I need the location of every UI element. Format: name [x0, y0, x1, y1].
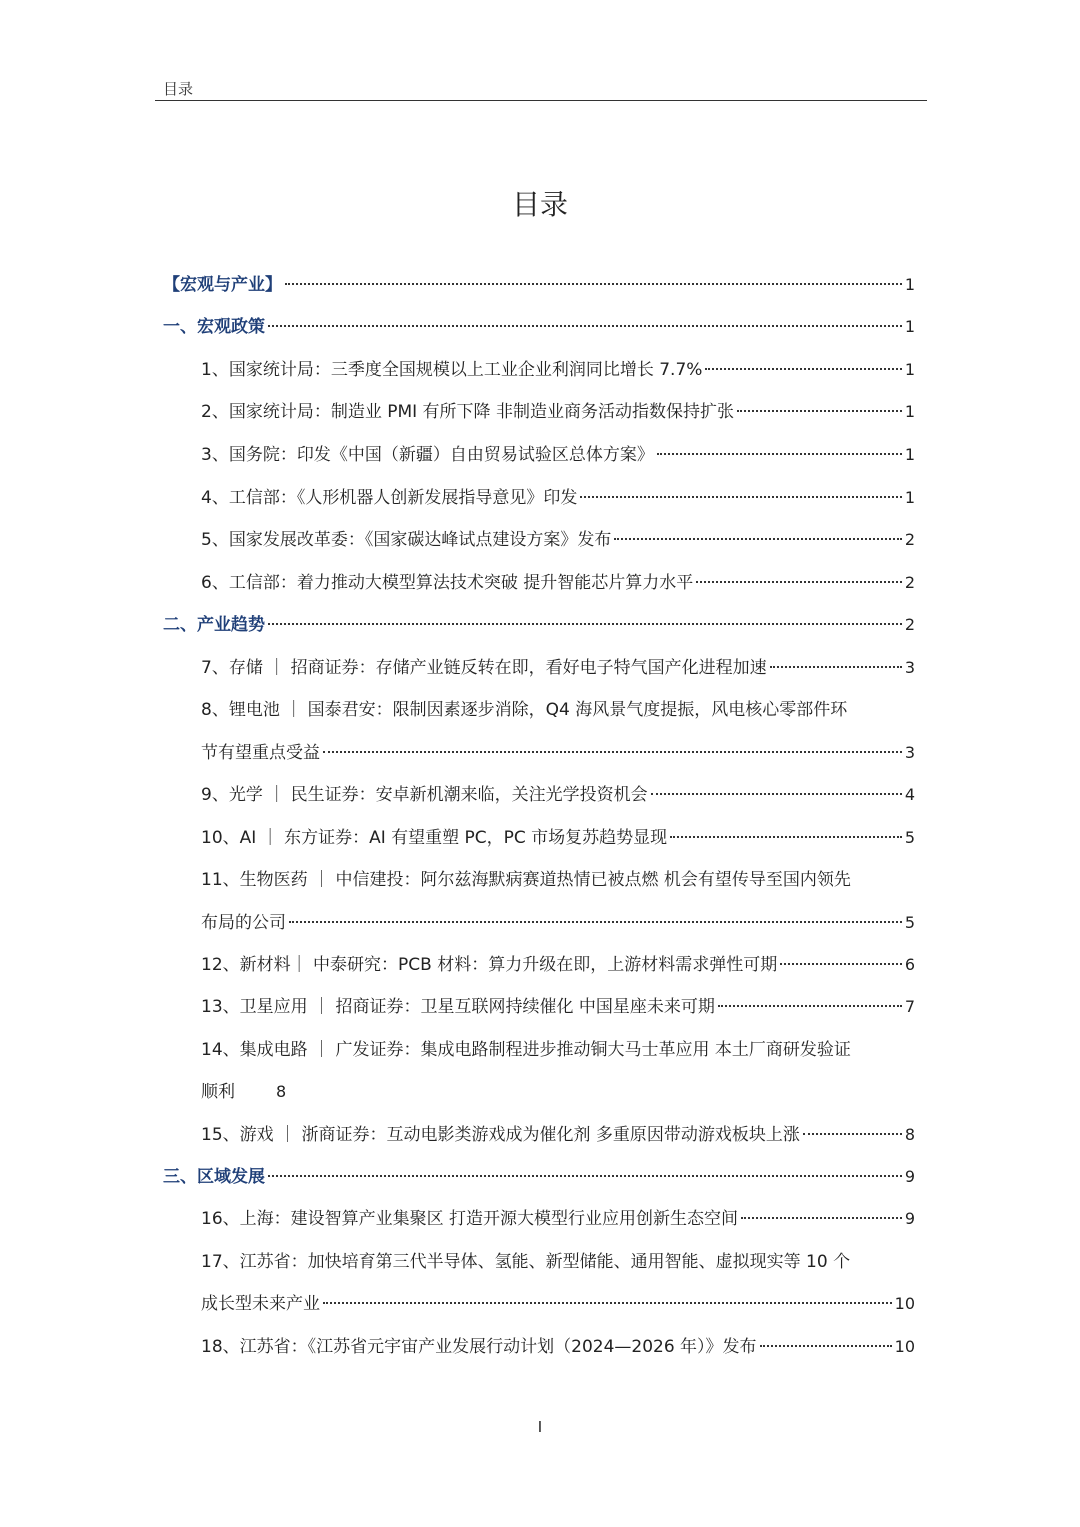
toc-entry-17-line1[interactable]: 17、江苏省：加快培育第三代半导体、氢能、新型储能、通用智能、虚拟现实等 10 个 — [201, 1252, 851, 1272]
toc-entry-11[interactable] — [201, 911, 915, 935]
toc-leader — [323, 751, 902, 753]
toc-page: 9 — [904, 1209, 915, 1228]
toc-entry-14-page: 8 — [276, 1082, 287, 1101]
toc-label: 成长型未来产业 — [201, 1294, 320, 1314]
toc-label: 16、上海：建设智算产业集聚区 打造开源大模型行业应用创新生态空间 — [201, 1209, 739, 1229]
toc-entry-6[interactable] — [201, 571, 915, 595]
toc-leader — [285, 283, 902, 285]
toc-entry-15[interactable] — [201, 1123, 915, 1147]
toc-label: 一、宏观政策 — [163, 317, 265, 337]
toc-entry-18[interactable] — [201, 1335, 915, 1359]
toc-label: 7、存储 ｜ 招商证券：存储产业链反转在即，看好电子特气国产化进程加速 — [201, 658, 767, 678]
toc-page: 1 — [904, 275, 915, 294]
toc-page: 3 — [904, 743, 915, 762]
toc-entry-17[interactable] — [201, 1292, 915, 1316]
toc-entry-8[interactable] — [201, 741, 915, 765]
toc-leader — [657, 453, 902, 455]
toc-label: 2、国家统计局：制造业 PMI 有所下降 非制造业商务活动指数保持扩张 — [201, 402, 734, 422]
toc-label: 12、新材料｜ 中泰研究：PCB 材料：算力升级在即，上游材料需求弹性可期 — [201, 955, 778, 975]
toc-entry-11-line1[interactable]: 11、生物医药 ｜ 中信建投：阿尔兹海默病赛道热情已被点燃 机会有望传导至国内领先 — [201, 870, 851, 890]
running-header: 目录 — [163, 80, 194, 98]
toc-label: 1、国家统计局：三季度全国规模以上工业企业利润同比增长 7.7% — [201, 360, 703, 380]
toc-label: 3、国务院：印发《中国（新疆）自由贸易试验区总体方案》 — [201, 445, 654, 465]
toc-page: 8 — [904, 1125, 915, 1144]
page-title: 目录 — [511, 188, 568, 221]
toc-page: 2 — [904, 530, 915, 549]
toc-page: 2 — [904, 573, 915, 592]
toc-page: 5 — [904, 828, 915, 847]
toc-label: 二、产业趋势 — [163, 615, 265, 635]
toc-entry-16[interactable] — [201, 1207, 915, 1231]
toc-leader — [268, 1175, 902, 1177]
toc-page: 4 — [904, 785, 915, 804]
toc-page: 1 — [904, 360, 915, 379]
toc-page: 1 — [904, 317, 915, 336]
toc-label: 三、区域发展 — [163, 1167, 265, 1187]
toc-entry-3[interactable] — [201, 443, 915, 467]
toc-entry-7[interactable] — [201, 656, 915, 680]
toc-leader — [696, 581, 902, 583]
toc-page: 10 — [894, 1337, 915, 1356]
toc-leader — [670, 836, 902, 838]
toc-page: 7 — [904, 997, 915, 1016]
toc-section-macro-industry[interactable] — [163, 273, 915, 297]
toc-page: 5 — [904, 913, 915, 932]
toc-label: 布局的公司 — [201, 913, 286, 933]
toc-page: 2 — [904, 615, 915, 634]
toc-leader — [718, 1005, 902, 1007]
toc-leader — [268, 623, 902, 625]
toc-label: 13、卫星应用 ｜ 招商证券：卫星互联网持续催化 中国星座未来可期 — [201, 997, 715, 1017]
toc-entry-1[interactable] — [201, 358, 915, 382]
toc-leader — [741, 1217, 902, 1219]
toc-leader — [760, 1345, 892, 1347]
toc-page: 10 — [894, 1294, 915, 1313]
toc-leader — [705, 368, 901, 370]
toc-entry-14-line2[interactable]: 顺利 — [201, 1082, 235, 1102]
toc-leader — [770, 666, 902, 668]
toc-entry-13[interactable] — [201, 995, 915, 1019]
toc-entry-2[interactable] — [201, 400, 915, 424]
toc-leader — [651, 793, 902, 795]
toc-entry-5[interactable] — [201, 528, 915, 552]
toc-leader — [323, 1302, 892, 1304]
page-number: I — [537, 1418, 543, 1436]
toc-label: 节有望重点受益 — [201, 743, 320, 763]
toc-entry-12[interactable] — [201, 953, 915, 977]
toc-leader — [614, 538, 901, 540]
toc-entry-14-line1[interactable]: 14、集成电路 ｜ 广发证券：集成电路制程进步推动铜大马士革应用 本土厂商研发验证 — [201, 1040, 851, 1060]
toc-label: 15、游戏 ｜ 浙商证券：互动电影类游戏成为催化剂 多重原因带动游戏板块上涨 — [201, 1125, 800, 1145]
toc-page: 3 — [904, 658, 915, 677]
toc-label: 5、国家发展改革委：《国家碳达峰试点建设方案》发布 — [201, 530, 612, 550]
toc-leader — [737, 410, 902, 412]
toc-label: 18、江苏省：《江苏省元宇宙产业发展行动计划（2024—2026 年）》发布 — [201, 1337, 757, 1357]
toc-leader — [780, 963, 902, 965]
toc-label: 6、工信部：着力推动大模型算法技术突破 提升智能芯片算力水平 — [201, 573, 694, 593]
header-rule — [155, 100, 927, 101]
toc-entry-9[interactable] — [201, 783, 915, 807]
toc-entry-8-line1[interactable]: 8、锂电池 ｜ 国泰君安：限制因素逐步消除，Q4 海风景气度提振，风电核心零部件环 — [201, 700, 848, 720]
toc-label: 【宏观与产业】 — [163, 275, 282, 295]
toc-page: 1 — [904, 402, 915, 421]
toc-leader — [289, 921, 902, 923]
toc-section-industry-trends[interactable] — [163, 613, 915, 637]
toc-label: 9、光学 ｜ 民生证券：安卓新机潮来临，关注光学投资机会 — [201, 785, 648, 805]
toc-page: 9 — [904, 1167, 915, 1186]
toc-leader — [803, 1133, 902, 1135]
toc-entry-4[interactable] — [201, 486, 915, 510]
toc-page: 1 — [904, 488, 915, 507]
toc-page: 6 — [904, 955, 915, 974]
toc-page: 1 — [904, 445, 915, 464]
toc-section-regional[interactable] — [163, 1165, 915, 1189]
toc-leader — [580, 496, 901, 498]
toc-entry-10[interactable] — [201, 826, 915, 850]
toc-leader — [268, 325, 902, 327]
toc-section-macro-policy[interactable] — [163, 315, 915, 339]
toc-label: 10、AI ｜ 东方证券：AI 有望重塑 PC，PC 市场复苏趋势显现 — [201, 828, 668, 848]
toc-label: 4、工信部：《人形机器人创新发展指导意见》印发 — [201, 488, 578, 508]
